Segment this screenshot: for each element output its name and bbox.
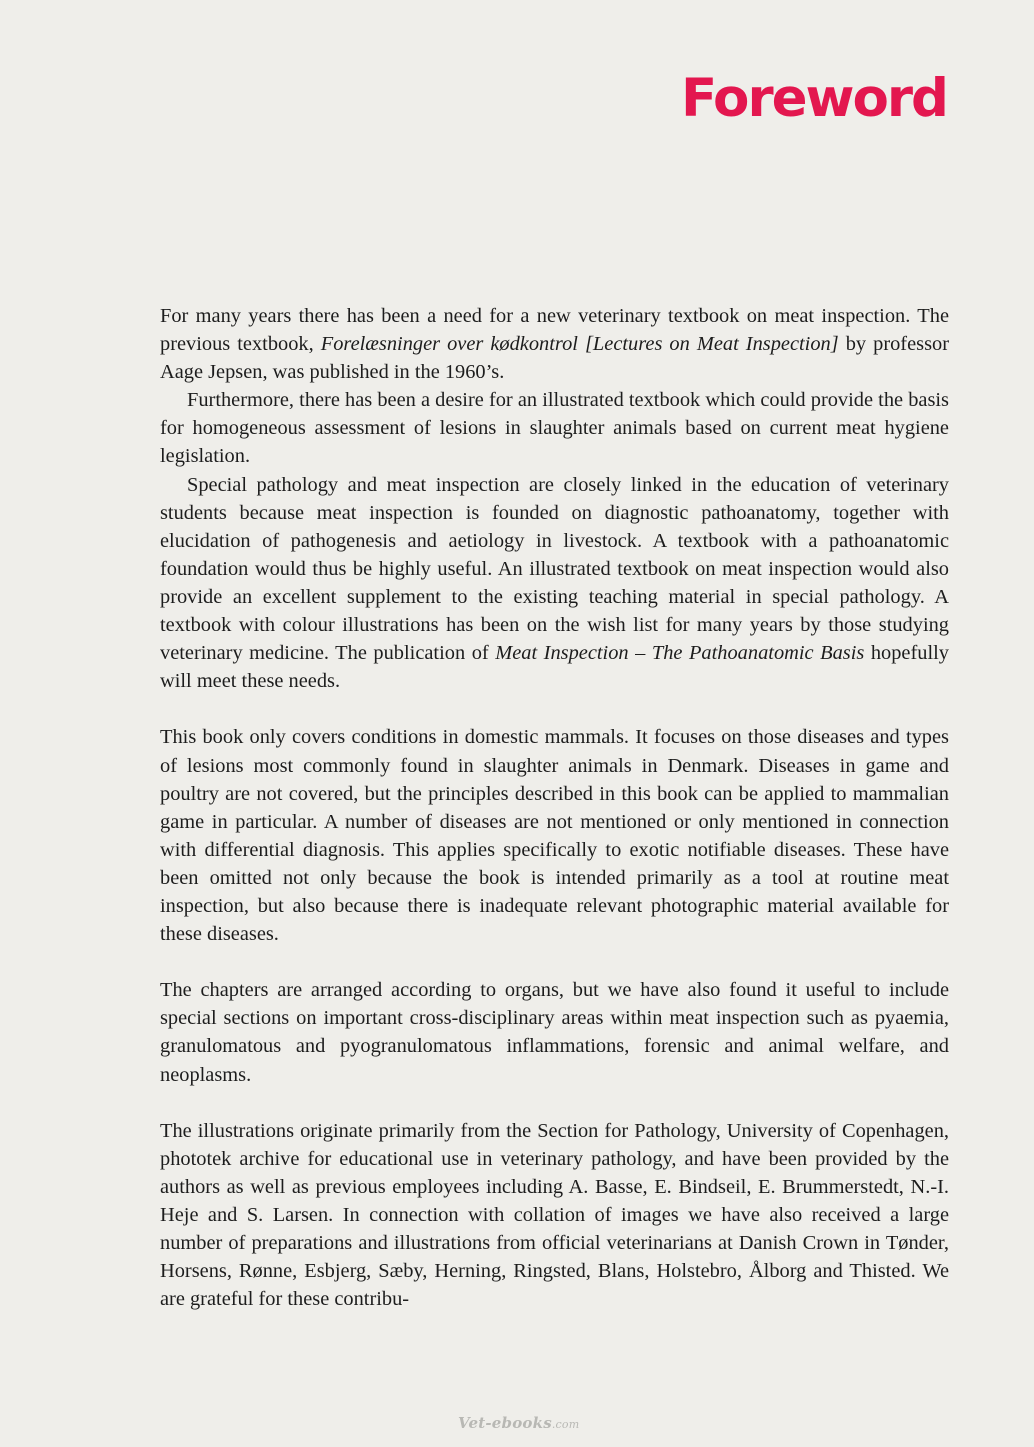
paragraph-text: Special pathology and meat inspection are closely linked in the education of veterinary students because meat inspection is founded on diagnostic pathoanatomy, together with elucidation of pathogenesis and aetiology in livestock. A textbook with a pathoanatomic foundation would thus be highly useful. An illustrated textbook on meat inspection would also provide an excellent supplement to the existing teaching material in special pathology. A textbook with colour illustrations has been on the wish list for many years by those studying veterinary medicine. The publication of <box>160 473 949 665</box>
paragraph-text: For many years there has been a need for a new veterinary textbook on meat inspection. The previous textbook, <box>160 305 949 356</box>
paragraph-text: The illustrations originate primarily from the Section for Pathology, University of Copenhagen, phototek archive for educational use in veterinary pathology, and have been provided by the authors as well as previous employees including A. Basse, E. Bindseil, E. Brummerstedt, N.-I. Heje and S. Larsen. In connection with collation of images we have also received a large number of preparations and illustrations from official veterinarians at Danish Crown in Tønder, Horsens, Rønne, Esbjerg, Sæby, Herning, Ringsted, Blans, Holstebro, Ålborg and Thisted. We are grateful for these contribu- <box>160 1119 949 1311</box>
italic-title-text: Forelæsninger over kødkontrol [Lectures on Meat Inspection] <box>320 333 839 356</box>
paragraph <box>160 1117 949 1314</box>
paragraph <box>160 302 949 386</box>
paragraph-text: The chapters are arranged according to organs, but we have also found it useful to include special sections on important cross-disciplinary areas within meat inspection such as pyaemia, granulomatous and pyogranulomatous inflammations, forensic and animal welfare, and neoplasms. <box>160 979 949 1086</box>
italic-title-text: Meat Inspection – The Pathoanatomic Basis <box>495 642 865 665</box>
paragraph <box>160 386 949 470</box>
paragraph-text: Furthermore, there has been a desire for an illustrated textbook which could provide the basis for homogeneous assessment of lesions in slaughter animals based on current meat hygiene legislation. <box>160 389 949 468</box>
page-title: Foreword <box>680 68 947 129</box>
paragraph-text: hopefully will meet these needs. <box>160 642 949 693</box>
paragraph-text: by professor Aage Jepsen, was published in the 1960’s. <box>160 333 949 384</box>
paragraph <box>160 723 949 948</box>
foreword-body <box>160 302 949 1313</box>
watermark-main: Vet-ebooks <box>458 1414 552 1432</box>
watermark-suffix: .com <box>551 1418 580 1431</box>
paragraph <box>160 471 949 696</box>
paragraph <box>160 976 949 1088</box>
watermark-logo <box>458 1414 579 1432</box>
paragraph-text: This book only covers conditions in domestic mammals. It focuses on those diseases and types of lesions most commonly found in slaughter animals in Denmark. Diseases in game and poultry are not covered, but the principles described in this book can be applied to mammalian game in particular. A number of diseases are not mentioned or only mentioned in connection with differential diagnosis. This applies specifically to exotic notifiable diseases. These have been omitted not only because the book is intended primarily as a tool at routine meat inspection, but also because there is inadequate relevant photographic material available for these diseases. <box>160 726 949 946</box>
